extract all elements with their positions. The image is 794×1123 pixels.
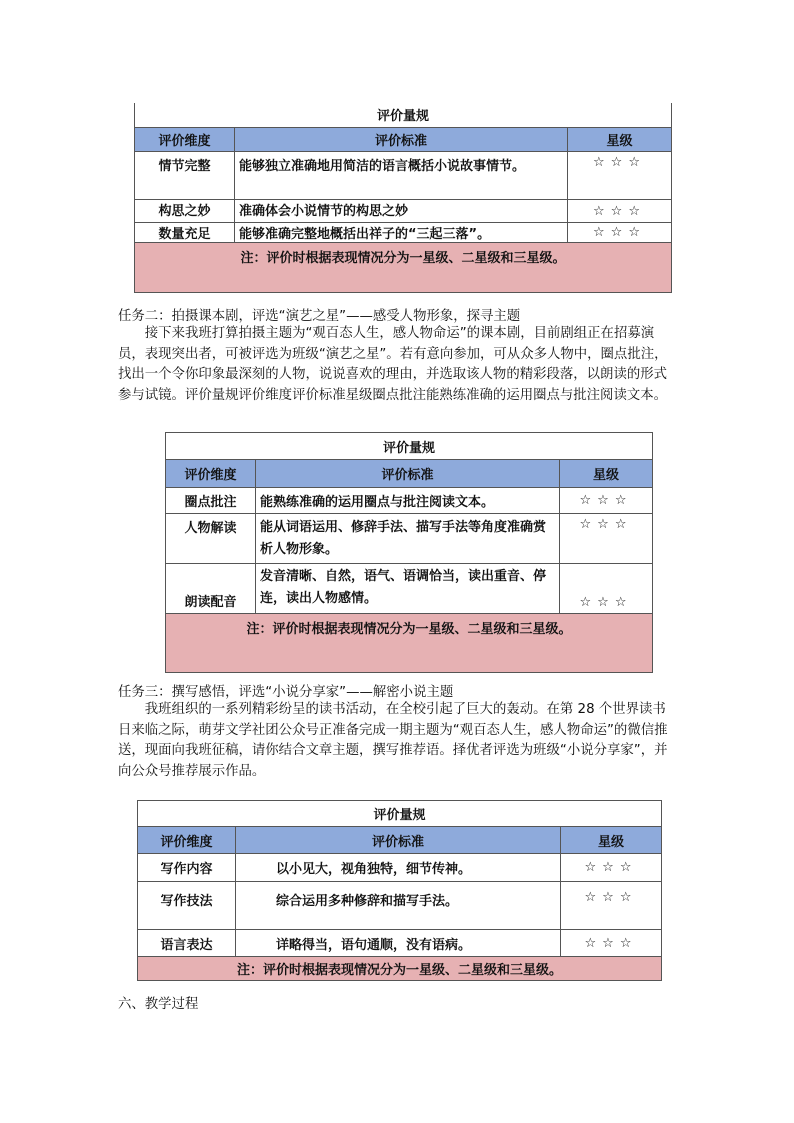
- row-criteria: 能够准确完整地概括出祥子的“三起三落”。: [235, 222, 568, 242]
- row-criteria: 准确体会小说情节的构思之妙: [235, 199, 568, 222]
- table-note: 注：评价时根据表现情况分为一星级、二星级和三星级。: [138, 957, 662, 981]
- row-dimension: 语言表达: [138, 930, 236, 957]
- row-dimension: 人物解读: [166, 514, 256, 564]
- task3-body: 我班组织的一系列精彩纷呈的读书活动，在全校引起了巨大的轰动。在第 28 个世界读书日来临之际，萌芽文学社团公众号正准备完成一期主题为“观百态人生，感人物命运”的微信推送，现面向我班征稿，请你结合文章主题，撰写推荐语。择优者评选为班级“小说分享家”，并向公众号推荐展示作品。: [118, 702, 668, 779]
- header-criteria: 评价标准: [236, 827, 561, 854]
- row-dimension: 圈点批注: [166, 488, 256, 514]
- header-criteria: 评价标准: [235, 127, 568, 151]
- row-stars: ☆☆☆: [561, 854, 662, 882]
- row-dimension: 朗读配音: [166, 564, 256, 614]
- row-dimension: 情节完整: [135, 151, 235, 199]
- table-title: 评价量规: [138, 801, 662, 827]
- header-dimension: 评价维度: [135, 127, 235, 151]
- section-heading: 六、教学过程: [118, 997, 199, 1012]
- row-stars: ☆☆☆: [560, 514, 653, 564]
- rubric-table-3: [137, 800, 662, 981]
- row-stars: ☆☆☆: [568, 151, 672, 199]
- table-title: 评价量规: [166, 433, 653, 460]
- row-stars: ☆☆☆: [560, 564, 653, 614]
- row-dimension: 写作技法: [138, 882, 236, 930]
- header-criteria: 评价标准: [256, 460, 560, 488]
- row-stars: ☆☆☆: [568, 222, 672, 242]
- row-dimension: 数量充足: [135, 222, 235, 242]
- row-stars: ☆☆☆: [561, 930, 662, 957]
- row-dimension: 构思之妙: [135, 199, 235, 222]
- row-criteria: 发音清晰、自然，语气、语调恰当，读出重音、停连，读出人物感情。: [256, 564, 560, 614]
- row-criteria: 能熟练准确的运用圈点与批注阅读文本。: [256, 488, 560, 514]
- header-stars: 星级: [561, 827, 662, 854]
- row-dimension: 写作内容: [138, 854, 236, 882]
- header-stars: 星级: [560, 460, 653, 488]
- row-stars: ☆☆☆: [561, 882, 662, 930]
- table-note: 注：评价时根据表现情况分为一星级、二星级和三星级。: [135, 242, 672, 292]
- task2-body: 接下来我班打算拍摄主题为“观百态人生，感人物命运”的课本剧，目前剧组正在招募演员，表现突出者，可被评选为班级“演艺之星”。若有意向参加，可从众多人物中，圈点批注，找出一个令你印象最深刻的人物，说说喜欢的理由，并选取该人物的精彩段落，以朗读的形式参与试镜。评价量规评价维度评价标准星级圈点批注能熟练准确的运用圈点与批注阅读文本。: [118, 326, 668, 403]
- rubric-table-1: [134, 103, 672, 293]
- row-criteria: 以小见大，视角独特，细节传神。: [236, 854, 561, 882]
- row-criteria: 能从词语运用、修辞手法、描写手法等角度准确赏析人物形象。: [256, 514, 560, 564]
- header-dimension: 评价维度: [138, 827, 236, 854]
- row-stars: ☆☆☆: [560, 488, 653, 514]
- header-stars: 星级: [568, 127, 672, 151]
- task2-heading: 任务二：拍摄课本剧，评选“演艺之星”——感受人物形象，探寻主题: [118, 309, 521, 324]
- row-criteria: 详略得当，语句通顺，没有语病。: [236, 930, 561, 957]
- rubric-table-2: [165, 432, 653, 673]
- table-note: 注：评价时根据表现情况分为一星级、二星级和三星级。: [166, 614, 653, 673]
- row-stars: ☆☆☆: [568, 199, 672, 222]
- row-criteria: 能够独立准确地用简洁的语言概括小说故事情节。: [235, 151, 568, 199]
- table-title: 评价量规: [135, 103, 672, 127]
- header-dimension: 评价维度: [166, 460, 256, 488]
- task3-heading: 任务三：撰写感悟，评选“小说分享家”——解密小说主题: [118, 685, 454, 700]
- row-criteria: 综合运用多种修辞和描写手法。: [236, 882, 561, 930]
